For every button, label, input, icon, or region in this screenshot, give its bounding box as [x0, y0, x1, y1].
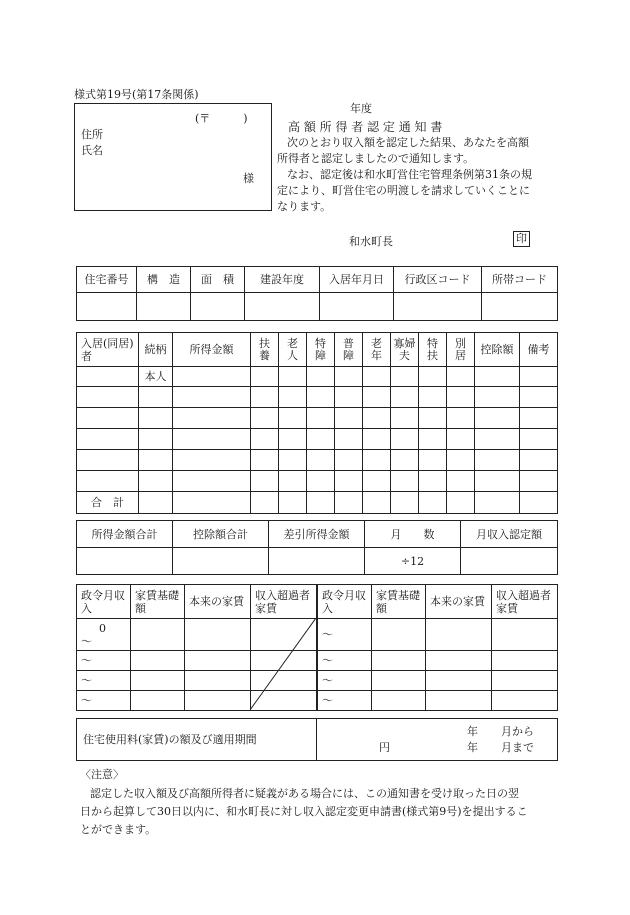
- notice-para2-line2: 定により、町営住宅の明渡しを請求していくことに: [277, 184, 530, 197]
- month-to: 月まで: [501, 741, 534, 754]
- header-resident: 入居(同居)者: [77, 333, 139, 367]
- header-cabinet-income: 政令月収入: [77, 585, 131, 619]
- header-excess-rent: 収入超過者家賃: [492, 585, 558, 619]
- header-original-rent: 本来の家賃: [185, 585, 251, 619]
- notice-para2-line3: なります。: [277, 200, 332, 213]
- yen-label: 円: [379, 741, 390, 754]
- rent-table-right: [317, 584, 558, 711]
- header-household-code: 所帯コード: [482, 267, 558, 293]
- range-tilde: ～: [318, 619, 372, 651]
- table-row: [77, 387, 558, 408]
- rent-tables: [76, 584, 557, 710]
- header-net-income: 差引所得金額: [269, 521, 365, 548]
- income-range-start: 0: [99, 621, 106, 635]
- header-cabinet-income: 政令月収入: [318, 585, 372, 619]
- table-row: [77, 408, 558, 429]
- header-deduction: 控除額: [475, 333, 520, 367]
- header-special-dependent: 特扶: [427, 336, 438, 362]
- income-summary-table: [76, 520, 558, 575]
- months-cell: ÷12: [365, 548, 461, 575]
- header-excess-rent: 収入超過者家賃: [251, 585, 317, 619]
- document-title: 高 額 所 得 者 認 定 通 知 書: [288, 120, 443, 134]
- header-income: 所得金額: [173, 333, 251, 367]
- header-district-code: 行政区コード: [394, 267, 482, 293]
- construction-year-cell[interactable]: [245, 293, 320, 321]
- note-line3: とができます。: [80, 823, 157, 836]
- header-original-rent: 本来の家賃: [426, 585, 492, 619]
- notice-para2-line1: なお、認定後は和水町営住宅管理条例第31条の規: [287, 168, 532, 181]
- header-monthly-income: 月収入認定額: [461, 521, 558, 548]
- header-disabled: 普障: [343, 336, 354, 362]
- note-body: [80, 785, 558, 839]
- net-income-cell[interactable]: [269, 548, 365, 575]
- address-box: [74, 103, 272, 211]
- honorific: 様: [243, 172, 254, 185]
- form-number: 様式第19号(第17条関係): [74, 88, 199, 101]
- range-tilde: ～: [81, 634, 92, 648]
- range-tilde: ～: [77, 671, 131, 691]
- diagonal-strike-line: [250, 618, 316, 710]
- header-move-in-date: 入居年月日: [320, 267, 394, 293]
- deduction-total-cell[interactable]: [173, 548, 269, 575]
- header-senior: 老年: [371, 336, 382, 362]
- header-special-disabled: 特障: [315, 336, 326, 362]
- area-cell[interactable]: [191, 293, 245, 321]
- monthly-income-cell[interactable]: [461, 548, 558, 575]
- postal-code-field[interactable]: (〒 ): [195, 112, 248, 125]
- header-rent-base: 家賃基礎額: [372, 585, 426, 619]
- header-rent-base: 家賃基礎額: [131, 585, 185, 619]
- notice-para1-line1: 次のとおり収入額を認定した結果、あなたを高額: [287, 136, 529, 149]
- table-row: [77, 450, 558, 471]
- notice-para1-line2: 所得者と認定しましたので通知します。: [277, 152, 475, 165]
- relation-self: 本人: [139, 367, 173, 387]
- header-structure: 構 造: [137, 267, 191, 293]
- header-remarks: 備考: [520, 333, 558, 367]
- move-in-date-cell[interactable]: [320, 293, 394, 321]
- table-row: [77, 429, 558, 450]
- resident-table: [76, 332, 558, 514]
- income-range-cell[interactable]: [77, 619, 131, 651]
- range-tilde: ～: [77, 691, 131, 711]
- structure-cell[interactable]: [137, 293, 191, 321]
- note-line2: 日から起算して30日以内に、和水町長に対し収入認定変更申請書(様式第9号)を提出するこ: [80, 805, 528, 818]
- rent-period-cell[interactable]: [317, 719, 558, 761]
- total-label: 合 計: [77, 492, 139, 514]
- rent-period-table: [76, 718, 558, 761]
- header-income-total: 所得金額合計: [77, 521, 173, 548]
- note-line1: 認定した収入額及び高額所得者に疑義がある場合には、この通知書を受け取った日の翌: [90, 787, 519, 800]
- header-housing-number: 住宅番号: [77, 267, 137, 293]
- range-tilde: ～: [77, 651, 131, 671]
- name-label: 氏名: [81, 144, 103, 157]
- year-to: 年: [467, 741, 478, 754]
- header-elderly: 老人: [287, 336, 298, 362]
- header-widow: 寡婦夫: [393, 336, 416, 362]
- table-row: [77, 471, 558, 492]
- header-area: 面 積: [191, 267, 245, 293]
- district-code-cell[interactable]: [394, 293, 482, 321]
- year-from: 年: [467, 725, 478, 738]
- header-separate-residence: 別居: [455, 336, 466, 362]
- address-label: 住所: [81, 128, 103, 141]
- fiscal-year-label: 年度: [350, 102, 372, 115]
- header-construction-year: 建設年度: [245, 267, 320, 293]
- housing-info-table: [76, 266, 558, 321]
- note-heading: 〈注意〉: [80, 768, 124, 781]
- household-code-cell[interactable]: [482, 293, 558, 321]
- header-deduction-total: 控除額合計: [173, 521, 269, 548]
- table-row: [77, 367, 558, 387]
- range-tilde: ～: [318, 691, 372, 711]
- issuer-title: 和水町長: [349, 235, 393, 248]
- range-tilde: ～: [318, 671, 372, 691]
- housing-number-cell[interactable]: [77, 293, 137, 321]
- header-dependent: 扶養: [259, 336, 270, 362]
- range-tilde: ～: [318, 651, 372, 671]
- income-total-cell[interactable]: [77, 548, 173, 575]
- month-from: 月から: [501, 725, 534, 738]
- notice-body: [277, 135, 567, 215]
- seal-mark: 印: [513, 231, 530, 247]
- header-relation: 続柄: [139, 333, 173, 367]
- rent-period-label: 住宅使用料(家賃)の額及び適用期間: [77, 719, 317, 761]
- header-months: 月 数: [365, 521, 461, 548]
